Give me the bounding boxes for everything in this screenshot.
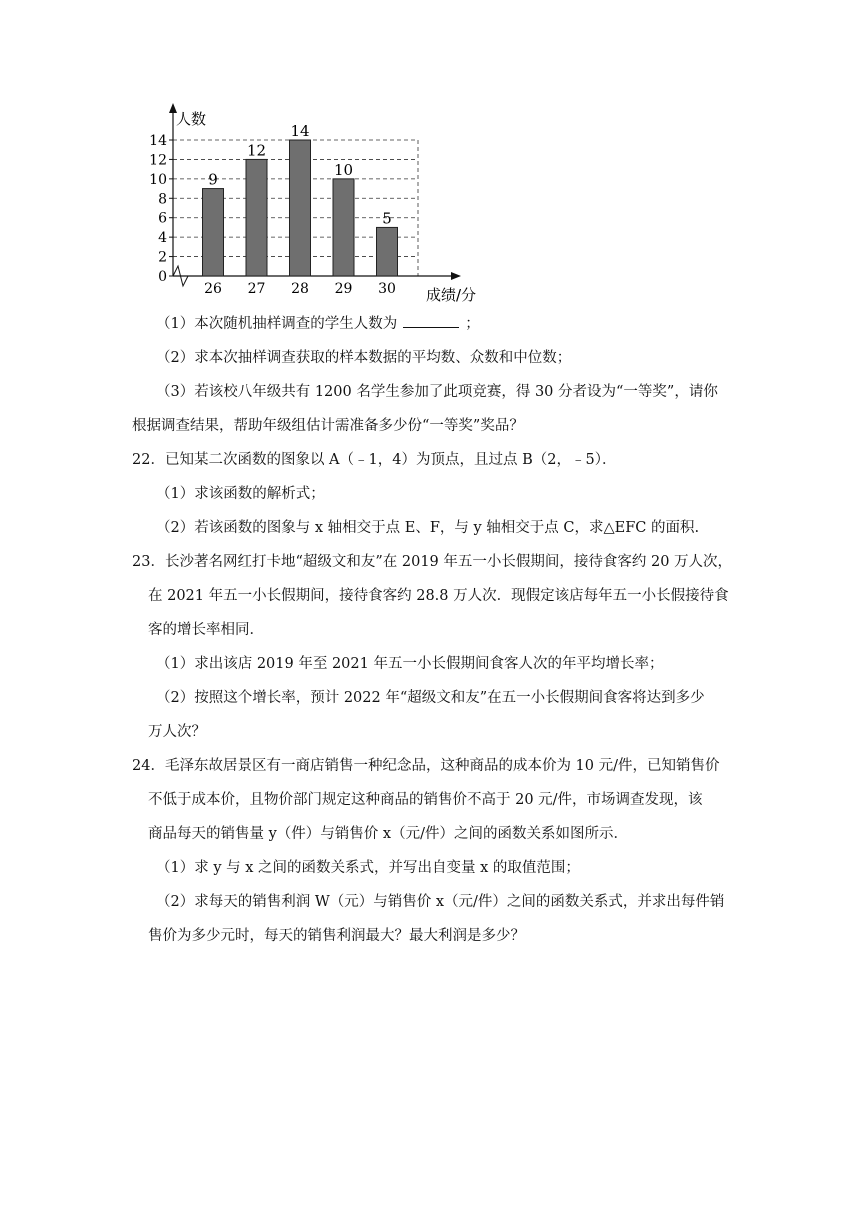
bar <box>203 189 224 276</box>
q24-part2-line1: （2）求每天的销售利润 W（元）与销售价 x（元/件）之间的函数关系式，并求出每件销 <box>156 894 725 910</box>
bar-value-label: 9 <box>208 170 218 189</box>
q21-part2: （2）求本次抽样调查获取的样本数据的平均数、众数和中位数； <box>156 350 572 366</box>
q22-stem: 22．已知某二次函数的图象以 A（﹣1，4）为顶点，且过点 B（2，﹣5）． <box>132 452 617 468</box>
y-tick-label: 10 <box>149 171 167 188</box>
x-tick-label: 29 <box>334 281 353 297</box>
q24-part1: （1）求 y 与 x 之间的函数关系式，并写出自变量 x 的取值范围； <box>156 860 580 876</box>
bar <box>290 140 311 276</box>
x-tick-label: 28 <box>291 281 309 297</box>
answer-blank <box>403 315 459 328</box>
q23-stem-line2: 在 2021 年五一小长假期间，接待食客约 28.8 万人次．现假定该店每年五一小长假接待食 <box>148 588 729 604</box>
bar-value-label: 10 <box>333 160 354 179</box>
q24-stem-line1: 24．毛泽东故居景区有一商店销售一种纪念品，这种商品的成本价为 10 元/件，已知销售价 <box>132 758 720 774</box>
y-tick-label: 14 <box>149 133 167 149</box>
bar-value-label: 14 <box>290 122 310 140</box>
y-tick-label: 4 <box>158 230 167 247</box>
y-axis-label: 人数 <box>176 110 207 128</box>
bar-value-label: 12 <box>246 141 267 160</box>
q24-part2-line2: 售价为多少元时，每天的销售利润最大？最大利润是多少？ <box>148 928 525 944</box>
bar-value-label: 5 <box>382 209 392 228</box>
q23-part2-line1: （2）按照这个增长率，预计 2022 年“超级文和友”在五一小长假期间食客将达到多少 <box>156 690 705 706</box>
q21-part1-end: ； <box>465 316 480 332</box>
q21-part3-line1: （3）若该校八年级共有 1200 名学生参加了此项竞赛，得 30 分者设为“一等奖”，请你 <box>156 384 718 400</box>
q24-stem-line3: 商品每天的销售量 y（件）与销售价 x（元/件）之间的函数关系如图所示． <box>148 826 628 842</box>
bar <box>333 179 354 276</box>
q21-part1 <box>156 314 480 334</box>
q22-part2: （2）若该函数的图象与 x 轴相交于点 E、F，与 y 轴相交于点 C，求△EFC 的面积. <box>156 520 700 536</box>
q22-part1: （1）求该函数的解析式； <box>156 486 325 502</box>
y-tick-label: 12 <box>149 152 167 169</box>
q23-part1: （1）求出该店 2019 年至 2021 年五一小长假期间食客人次的年平均增长率； <box>156 656 664 672</box>
y-tick-label: 2 <box>158 249 167 266</box>
q21-part3-line2: 根据调查结果，帮助年级组估计需准备多少份“一等奖”奖品？ <box>132 418 524 434</box>
x-tick-label: 30 <box>378 281 396 297</box>
q24-stem-line2: 不低于成本价，且物价部门规定这种商品的销售价不高于 20 元/件，市场调查发现，该 <box>148 792 703 808</box>
q23-stem-line1: 23．长沙著名网红打卡地“超级文和友”在 2019 年五一小长假期间，接待食客约 20 万人次， <box>132 554 733 570</box>
bar <box>377 227 398 276</box>
x-tick-label: 27 <box>247 281 266 297</box>
q21-part1-text: （1）本次随机抽样调查的学生人数为 <box>156 316 398 332</box>
x-axis-label: 成绩/分 <box>426 286 477 304</box>
y-tick-label: 0 <box>158 269 167 285</box>
bar <box>246 159 267 276</box>
y-tick-label: 8 <box>158 191 167 208</box>
q23-part2-line2: 万人次？ <box>148 724 206 740</box>
x-axis-arrow <box>451 272 461 280</box>
q23-stem-line3: 客的增长率相同． <box>148 622 264 638</box>
bar-chart <box>148 100 488 310</box>
x-tick-label: 26 <box>204 281 222 297</box>
y-tick-label: 6 <box>158 210 167 227</box>
